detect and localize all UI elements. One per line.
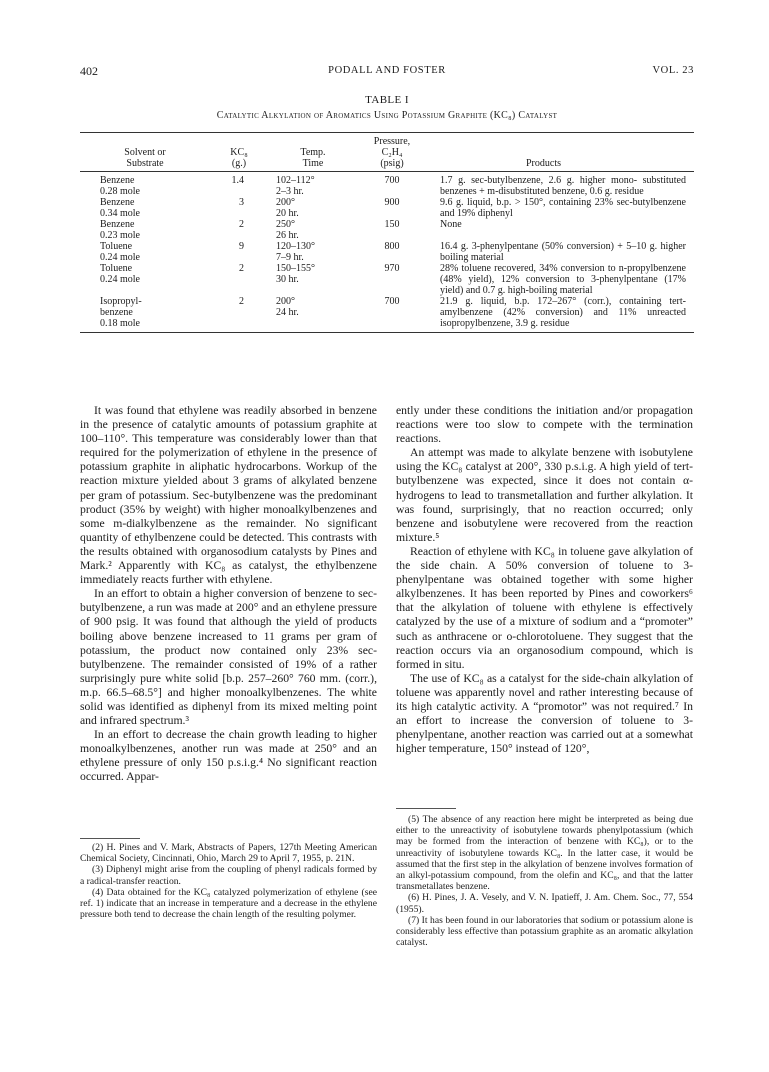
cell-kc8: 9	[239, 241, 244, 252]
cell-products: 9.6 g. liquid, b.p. > 150°, containing 23% sec-butylbenzene and 19% diphenyl	[440, 197, 686, 219]
col-header-pressure: Pressure, C₂H₄ (psig)	[358, 136, 426, 172]
cell-products: 1.7 g. sec-butylbenzene, 2.6 g. higher mono- substituted benzenes + m-disubstituted benzene, 0.6 g. residue	[440, 175, 686, 197]
cell-pressure: 970	[384, 263, 400, 274]
cell-pressure: 150	[384, 219, 400, 230]
footnotes-left	[80, 842, 377, 920]
running-title: PODALL AND FOSTER	[328, 65, 446, 76]
table-caption: Catalytic Alkylation of Aromatics Using Potassium Graphite (KC₈) Catalyst	[216, 110, 558, 121]
cell-kc8: 3	[239, 197, 244, 208]
cell-kc8: 2	[239, 263, 244, 274]
table-row	[80, 197, 694, 219]
cell-temp-time: 200° 24 hr.	[268, 296, 358, 333]
table-row	[80, 172, 694, 198]
footnote: (2) H. Pines and V. Mark, Abstracts of Papers, 127th Meeting American Chemical Society, Cincinnati, Ohio, March 29 to April 7, 1955, p. 21N.	[80, 842, 377, 865]
cell-products: 28% toluene recovered, 34% conversion to n-propylbenzene (48% yield), 12% conversion to 3-phenylpentane (17% yield) and 0.7 g. high-boiling material	[440, 263, 686, 296]
footnote: (4) Data obtained for the KC₈ catalyzed polymerization of ethylene (see ref. 1) indicate that an increase in temperature and a decrease in the ethylene pressure both tend to decrease the chain length of the resulting polymer.	[80, 886, 377, 921]
body-paragraph: It was found that ethylene was readily absorbed in benzene in the presence of catalytic amounts of potassium graphite at 100–110°. This temperature was considerably lower than that required for the polymerization of ethylene in the presence of potassium graphite in aliphatic hydrocarbons. Workup of the reaction mixture yielded about 3 grams of alkylated benzene per gram of potassium. Sec-butylbenzene was the predominant product (35% by weight) with higher monoalkylbenzenes and some m-dialkylbenzene as the remainder. No significant quantity of ethylbenzene could be detected. This contrasts with the results obtained with organosodium catalysts by Pines and Mark.² Apparently with KC₈ as catalyst, the ethylbenzene immediately reacts further with ethylene.	[80, 404, 377, 587]
table-row	[80, 296, 694, 333]
cell-substrate: Toluene 0.24 mole	[100, 263, 140, 285]
alkylation-table	[80, 136, 694, 333]
body-paragraph: Reaction of ethylene with KC₈ in toluene gave alkylation of the side chain. A 50% conversion of toluene to 3-phenylpentane was obtained together with some higher alkylbenzenes. It has been reported by Pines and coworkers⁶ that the alkylation of toluene with ethylene is effectively catalyzed by the use of a mixture of sodium and a “promoter” such as anthracene or o-chlorotoluene. They suggest that the reaction occurs via an organosodium compound, which is formed in situ.	[396, 544, 693, 671]
table-row	[80, 241, 694, 263]
cell-kc8: 2	[239, 219, 244, 230]
body-paragraph: The use of KC₈ as a catalyst for the side-chain alkylation of toluene was apparently novel and rather interesting because of its high catalytic activity. A “promotor” was not required.⁷ In an effort to increase the conversion of toluene to 3-phenylpentane, another reaction was carried out at a somewhat higher temperature, 150° instead of 120°,	[396, 671, 693, 756]
page-header	[80, 64, 694, 80]
footnote: (6) H. Pines, J. A. Vesely, and V. N. Ipatieff, J. Am. Chem. Soc., 77, 554 (1955).	[396, 892, 693, 915]
footnote: (7) It has been found in our laboratories that sodium or potassium alone is considerably less effective than potassium graphite as an aromatic alkylation catalyst.	[396, 914, 693, 949]
table-row	[80, 219, 694, 241]
cell-temp-time: 200° 20 hr.	[276, 197, 299, 219]
col-header-substrate: Solvent or Substrate	[80, 136, 210, 172]
cell-kc8: 1.4	[231, 175, 244, 186]
body-column-right	[396, 404, 693, 756]
body-column-left	[80, 404, 377, 785]
cell-temp-time: 250° 26 hr.	[276, 219, 299, 241]
cell-pressure: 900	[384, 197, 400, 208]
cell-substrate: Isopropyl- benzene 0.18 mole	[80, 296, 210, 333]
table-row	[80, 263, 694, 296]
body-paragraph: ently under these conditions the initiation and/or propagation reactions were too slow to compete with the termination reactions.	[396, 404, 693, 446]
cell-products: 21.9 g. liquid, b.p. 172–267° (corr.), containing tert-amylbenzene (42% conversion) and 11% unreacted isopropylbenzene, 3.9 g. residue	[426, 296, 694, 333]
cell-kc8: 2	[210, 296, 268, 333]
page-number: 402	[80, 64, 98, 78]
table-header-row	[80, 136, 694, 172]
body-paragraph: In an effort to obtain a higher conversion of benzene to sec-butylbenzene, a run was made at 200° and an ethylene pressure of 900 psig. It was found that although the yield of products boiling above benzene increased to 11 grams per gram of potassium, the product now contained only 23% sec-butylbenzene. The remainder consisted of 19% of a rather surprisingly pure white solid [b.p. 257–260° 760 mm. (corr.), m.p. 66.5–68.5°] and higher monoalkylbenzenes. The white solid was identified as diphenyl from its mixed melting point and infrared spectrum.³	[80, 587, 377, 728]
cell-products: 16.4 g. 3-phenylpentane (50% conversion) + 5–10 g. higher boiling material	[440, 241, 686, 263]
cell-substrate: Toluene 0.24 mole	[100, 241, 140, 263]
cell-pressure: 700	[384, 175, 400, 186]
footnote: (3) Diphenyl might arise from the coupling of phenyl radicals formed by a radical-transfer reaction.	[80, 864, 377, 887]
body-paragraph: An attempt was made to alkylate benzene with isobutylene using the KC₈ catalyst at 200°, 330 p.s.i.g. A high yield of tert-butylbenzene was expected, since it does not contain α-hydrogens to lead to transmetallation and further alkylation. It was found, surprisingly, that no reaction occurred; only benzene and isobutylene were recovered from the reaction mixture.⁵	[396, 446, 693, 544]
cell-substrate: Benzene 0.34 mole	[100, 197, 140, 219]
col-header-products: Products	[426, 136, 694, 172]
footnotes-right	[396, 814, 693, 948]
table-top-rule	[80, 132, 694, 133]
cell-substrate: Benzene 0.23 mole	[100, 219, 140, 241]
cell-temp-time: 120–130° 7–9 hr.	[276, 241, 315, 263]
cell-pressure: 700	[358, 296, 426, 333]
footnote-rule	[80, 838, 140, 839]
cell-products: None	[440, 219, 462, 230]
cell-pressure: 800	[384, 241, 400, 252]
volume-label: VOL. 23	[652, 65, 694, 76]
col-header-kc8: KC₈ (g.)	[210, 136, 268, 172]
cell-substrate: Benzene 0.28 mole	[100, 175, 140, 197]
cell-temp-time: 102–112° 2–3 hr.	[276, 175, 315, 197]
col-header-temp-time: Temp. Time	[268, 136, 358, 172]
body-paragraph: In an effort to decrease the chain growth leading to higher monoalkylbenzenes, another run was made at 250° and an ethylene pressure of only 150 p.s.i.g.⁴ No significant reaction occurred. Appar-	[80, 728, 377, 784]
footnote-rule	[396, 808, 456, 809]
table-label: TABLE I	[365, 94, 409, 106]
cell-temp-time: 150–155° 30 hr.	[276, 263, 315, 285]
footnote: (5) The absence of any reaction here might be interpreted as being due either to the unreactivity of isobutylene towards phenylpotassium (which may be formed from the interaction of benzene with KC₈), or to the unreactivity of isobutylene towards KC₈. In the latter case, it would be assumed that the first step in the alkylation of benzene involves formation of an alkyl-potassium compound, from the olefin and KC₈, and that the latter transmetallates benzene.	[396, 814, 693, 893]
